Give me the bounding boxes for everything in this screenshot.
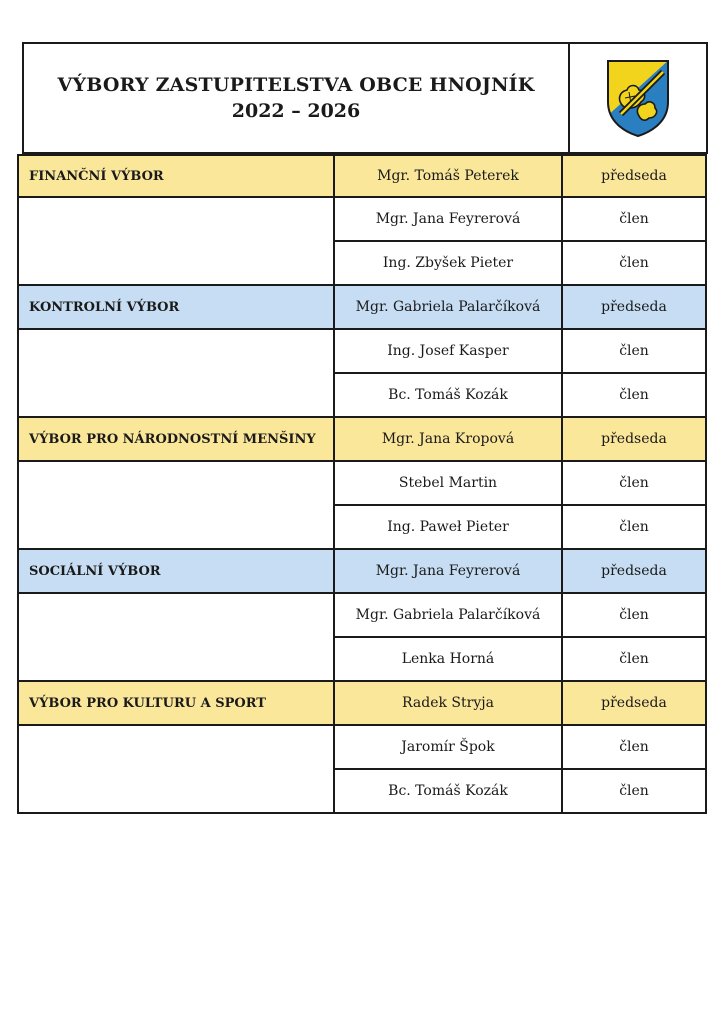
committee-name: VÝBOR PRO NÁRODNOSTNÍ MENŠINY xyxy=(17,418,335,462)
page-subtitle-years: 2022 – 2026 xyxy=(231,100,361,122)
member-role: předseda xyxy=(563,682,707,726)
committee-name: FINANČNÍ VÝBOR xyxy=(17,154,335,198)
empty-cell xyxy=(17,770,335,814)
member-name: Mgr. Jana Feyrerová xyxy=(335,550,563,594)
member-role: člen xyxy=(563,638,707,682)
member-name: Mgr. Jana Kropová xyxy=(335,418,563,462)
member-role: člen xyxy=(563,242,707,286)
member-name: Jaromír Špok xyxy=(335,726,563,770)
committee-header-row xyxy=(17,286,707,330)
member-role: člen xyxy=(563,506,707,550)
logo-cell xyxy=(570,44,706,152)
member-row xyxy=(17,594,707,638)
empty-cell xyxy=(17,594,335,638)
coat-of-arms-icon xyxy=(605,58,671,138)
member-name: Stebel Martin xyxy=(335,462,563,506)
member-row xyxy=(17,726,707,770)
member-name: Bc. Tomáš Kozák xyxy=(335,770,563,814)
member-name: Radek Stryja xyxy=(335,682,563,726)
member-name: Ing. Josef Kasper xyxy=(335,330,563,374)
empty-cell xyxy=(17,506,335,550)
empty-cell xyxy=(17,638,335,682)
member-row xyxy=(17,506,707,550)
committee-header-row xyxy=(17,418,707,462)
member-role: předseda xyxy=(563,550,707,594)
empty-cell xyxy=(17,330,335,374)
member-name: Mgr. Tomáš Peterek xyxy=(335,154,563,198)
member-role: člen xyxy=(563,198,707,242)
member-role: člen xyxy=(563,330,707,374)
committees-table xyxy=(17,154,707,814)
member-role: člen xyxy=(563,770,707,814)
document-header xyxy=(22,42,708,154)
member-role: člen xyxy=(563,462,707,506)
member-role: předseda xyxy=(563,154,707,198)
member-name: Mgr. Gabriela Palarčíková xyxy=(335,594,563,638)
empty-cell xyxy=(17,198,335,242)
member-row xyxy=(17,462,707,506)
empty-cell xyxy=(17,242,335,286)
empty-cell xyxy=(17,374,335,418)
committee-header-row xyxy=(17,154,707,198)
empty-cell xyxy=(17,726,335,770)
member-row xyxy=(17,374,707,418)
member-name: Mgr. Gabriela Palarčíková xyxy=(335,286,563,330)
member-role: předseda xyxy=(563,286,707,330)
member-name: Ing. Zbyšek Pieter xyxy=(335,242,563,286)
committee-header-row xyxy=(17,682,707,726)
page-title: VÝBORY ZASTUPITELSTVA OBCE HNOJNÍK xyxy=(57,74,535,96)
empty-cell xyxy=(17,462,335,506)
committee-name: VÝBOR PRO KULTURU A SPORT xyxy=(17,682,335,726)
member-role: člen xyxy=(563,374,707,418)
committee-name: SOCIÁLNÍ VÝBOR xyxy=(17,550,335,594)
member-role: člen xyxy=(563,726,707,770)
member-name: Mgr. Jana Feyrerová xyxy=(335,198,563,242)
member-row xyxy=(17,242,707,286)
member-row xyxy=(17,638,707,682)
member-row xyxy=(17,770,707,814)
member-name: Lenka Horná xyxy=(335,638,563,682)
member-name: Bc. Tomáš Kozák xyxy=(335,374,563,418)
committee-name: KONTROLNÍ VÝBOR xyxy=(17,286,335,330)
member-role: předseda xyxy=(563,418,707,462)
committee-header-row xyxy=(17,550,707,594)
member-role: člen xyxy=(563,594,707,638)
member-name: Ing. Paweł Pieter xyxy=(335,506,563,550)
title-cell xyxy=(24,44,570,152)
member-row xyxy=(17,330,707,374)
member-row xyxy=(17,198,707,242)
